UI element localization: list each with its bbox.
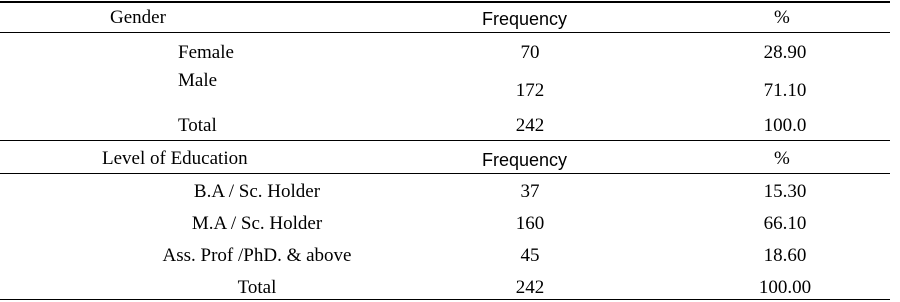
gender-header-label: Gender — [110, 7, 166, 28]
total-frequency: 242 — [515, 277, 545, 298]
total-percent: 100.00 — [758, 277, 812, 298]
total-frequency: 242 — [515, 115, 545, 136]
row-frequency: 160 — [515, 213, 545, 234]
row-percent: 18.60 — [763, 245, 807, 266]
total-percent: 100.0 — [763, 115, 807, 136]
row-frequency: 70 — [520, 42, 540, 63]
gender-header-rule — [0, 32, 890, 33]
row-percent: 71.10 — [763, 80, 807, 101]
table-top-rule — [0, 1, 890, 3]
row-label: M.A / Sc. Holder — [191, 213, 323, 234]
row-label: Female — [178, 42, 234, 63]
education-header-frequency: Frequency — [482, 150, 568, 170]
row-label: Ass. Prof /PhD. & above — [162, 245, 352, 266]
row-frequency: 45 — [520, 245, 540, 266]
section-divider-rule — [0, 140, 890, 141]
total-label: Total — [237, 277, 277, 298]
education-header-percent: % — [774, 148, 790, 169]
total-label: Total — [178, 115, 217, 136]
row-label: B.A / Sc. Holder — [193, 181, 321, 202]
row-frequency: 37 — [520, 181, 540, 202]
row-percent: 66.10 — [763, 213, 807, 234]
gender-header-percent: % — [774, 7, 790, 28]
gender-header-frequency: Frequency — [482, 9, 568, 29]
education-header-label: Level of Education — [102, 148, 248, 169]
table-bottom-rule — [0, 299, 890, 300]
row-frequency: 172 — [515, 80, 545, 101]
row-percent: 15.30 — [763, 181, 807, 202]
education-header-rule — [0, 173, 890, 174]
row-percent: 28.90 — [763, 42, 807, 63]
row-label: Male — [178, 70, 218, 91]
